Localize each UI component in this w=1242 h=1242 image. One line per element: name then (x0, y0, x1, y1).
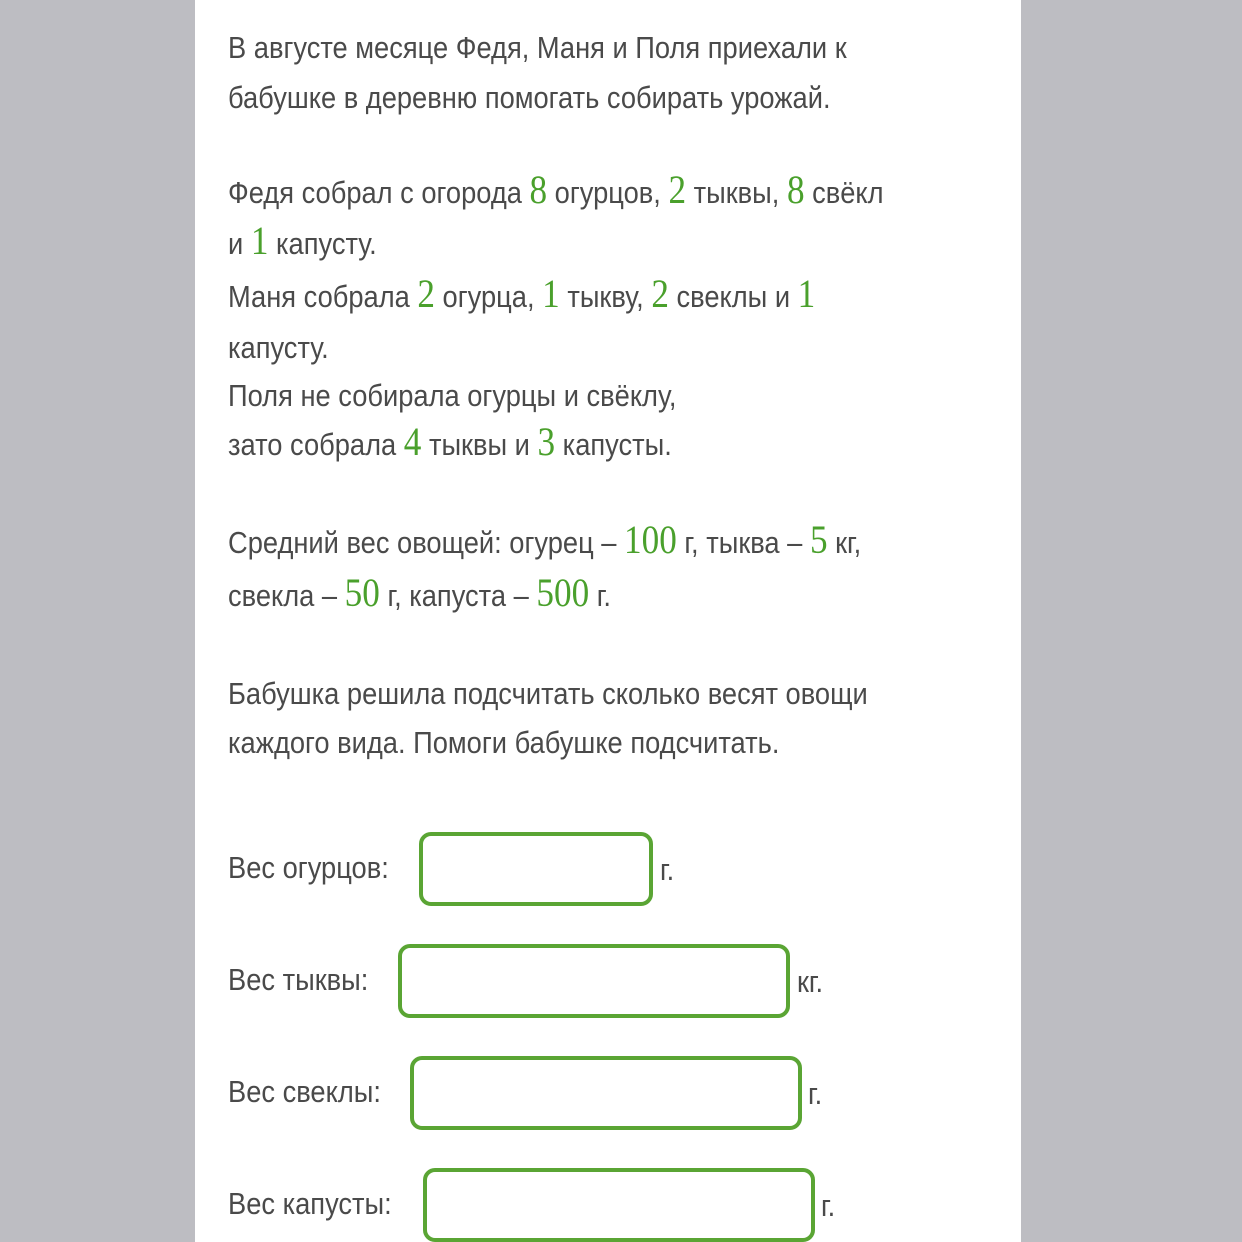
number-highlight: 500 (536, 570, 590, 615)
answer-unit-beets: г. (808, 1076, 823, 1111)
answer-label-cabbage: Вес капусты: (228, 1186, 392, 1221)
answer-unit-cabbage: г. (821, 1188, 836, 1223)
number-highlight: 1 (542, 271, 560, 316)
intro-line-1: В августе месяце Федя, Маня и Поля приехали к (228, 30, 847, 65)
cucumbers-weight-input[interactable] (419, 832, 653, 906)
manya-line-1: Маня собрала 2 огурца, 1 тыкву, 2 свеклы и 1 (228, 271, 816, 316)
fedya-line-1: Федя собрал с огорода 8 огурцов, 2 тыквы, 8 свёкл (228, 167, 884, 212)
number-highlight: 2 (417, 271, 435, 316)
answer-label-cucumbers: Вес огурцов: (228, 850, 389, 885)
number-highlight: 50 (344, 570, 380, 615)
intro-line-2: бабушке в деревню помогать собирать урожай. (228, 80, 831, 115)
number-highlight: 4 (403, 419, 422, 464)
answer-unit-pumpkins: кг. (797, 964, 824, 999)
answer-label-pumpkins: Вес тыквы: (228, 962, 369, 997)
number-highlight: 8 (786, 167, 805, 212)
number-highlight: 2 (651, 271, 669, 316)
number-highlight: 1 (250, 218, 269, 263)
pumpkins-weight-input[interactable] (398, 944, 790, 1018)
number-highlight: 1 (797, 271, 816, 316)
task-line-2: каждого вида. Помоги бабушке подсчитать. (228, 725, 780, 760)
manya-line-2: капусту. (228, 330, 329, 365)
polya-line-2: зато собрала 4 тыквы и 3 капусты. (228, 419, 672, 464)
answer-unit-cucumbers: г. (660, 852, 675, 887)
task-line-1: Бабушка решила подсчитать сколько весят овощи (228, 676, 868, 711)
number-highlight: 5 (809, 517, 828, 562)
fedya-line-2: и 1 капусту. (228, 218, 377, 263)
weights-line-2: свекла – 50 г, капуста – 500 г. (228, 570, 611, 615)
cabbage-weight-input[interactable] (423, 1168, 815, 1242)
number-highlight: 2 (668, 167, 687, 212)
number-highlight: 100 (624, 517, 677, 562)
answer-label-beets: Вес свеклы: (228, 1074, 381, 1109)
beets-weight-input[interactable] (410, 1056, 802, 1130)
weights-line-1: Средний вес овощей: огурец – 100 г, тыква – 5 кг, (228, 517, 862, 562)
number-highlight: 3 (537, 419, 556, 464)
number-highlight: 8 (529, 167, 548, 212)
polya-line-1: Поля не собирала огурцы и свёклу, (228, 378, 677, 413)
